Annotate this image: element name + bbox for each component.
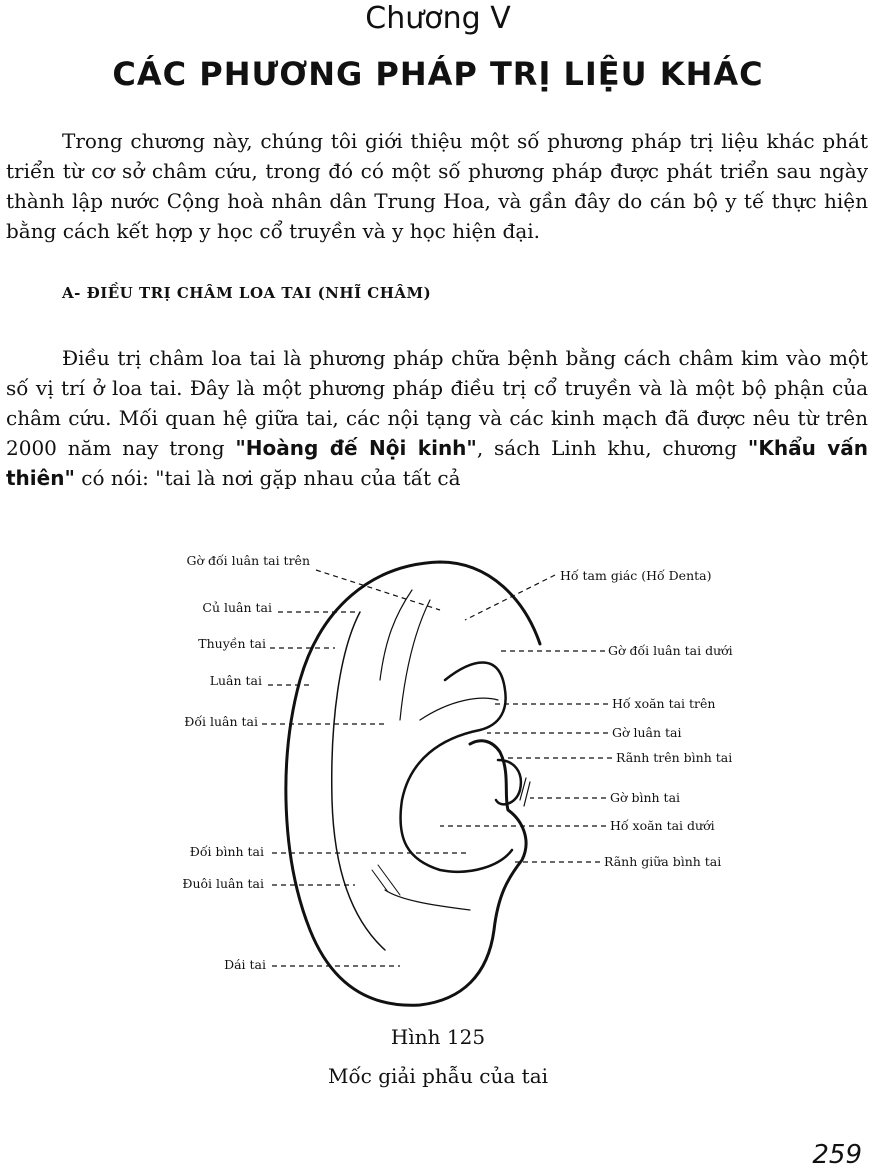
intro-paragraph: Trong chương này, chúng tôi giới thiệu một số phương pháp trị liệu khác phát triển từ cơ sở châm cứu, trong đó có một số phương pháp được phát triển sau ngày thành lập nước Cộng hoà nhân dân Trung Hoa, và gần đây do cán bộ y tế thực hiện bằng cách kết hợp y học cổ truyền và y học hiện đại.: [6, 129, 868, 243]
label-helix-tubercle: Củ luân tai: [202, 600, 272, 615]
paragraph-text: , sách Linh khu, chương: [476, 436, 748, 460]
earlobe: [385, 890, 470, 910]
paragraph-text: có nói: "tai là nơi gặp nhau của tất cả: [74, 466, 461, 490]
label-cavum-conchae: Hố xoăn tai dưới: [610, 818, 715, 833]
label-antihelix: Đối luân tai: [184, 714, 258, 729]
ear-anatomy-figure: [0, 530, 876, 1030]
label-lower-antihelix-crus: Gờ đối luân tai dưới: [608, 643, 733, 658]
chapter-heading: Chương V: [365, 1, 511, 36]
page-number: 259: [812, 1140, 862, 1170]
label-intertragic-notch: Rãnh giữa bình tai: [604, 854, 722, 869]
ear-outline: [286, 562, 540, 1005]
label-supratragic-notch: Rãnh trên bình tai: [616, 750, 733, 765]
body-paragraph: [6, 343, 868, 493]
section-heading: A- ĐIỀU TRỊ CHÂM LOA TAI (NHĨ CHÂM): [62, 284, 432, 302]
label-cymba-conchae: Hố xoăn tai trên: [612, 696, 716, 711]
helix-fold: [332, 612, 385, 950]
label-triangular-fossa: Hố tam giác (Hố Denta): [560, 568, 712, 583]
label-antitragus: Đối bình tai: [189, 844, 264, 859]
tragus: [496, 760, 521, 804]
label-helix-crus: Gờ luân tai: [612, 725, 682, 740]
label-helix: Luân tai: [209, 673, 262, 688]
label-scapha: Thuyền tai: [198, 636, 266, 651]
paragraph-text: Điều trị châm loa tai là phương pháp chữa bệnh bằng cách châm kim vào một số vị trí ở loa tai. Đây là một phương pháp điều trị cổ truyền và là một bộ phận của châm cứu. Mối quan hệ giữa tai, các nội tạng và các kinh mạch đã được nêu từ trên 2000 năm nay trong: [6, 346, 868, 460]
label-helix-tail: Đuôi luân tai: [182, 876, 264, 891]
book-title: "Hoàng đế Nội kinh": [235, 436, 477, 460]
label-tragus: Gờ bình tai: [610, 790, 681, 805]
chapter-name: "Khẩu vấn thiên": [6, 436, 869, 490]
page-title: CÁC PHƯƠNG PHÁP TRỊ LIỆU KHÁC: [112, 55, 764, 93]
antihelix: [401, 663, 512, 872]
figure-number: Hình 125: [390, 1025, 486, 1049]
label-upper-antihelix-crus: Gờ đối luân tai trên: [186, 553, 310, 568]
figure-caption: Mốc giải phẫu của tai: [327, 1064, 549, 1088]
label-earlobe: Dái tai: [224, 957, 266, 972]
